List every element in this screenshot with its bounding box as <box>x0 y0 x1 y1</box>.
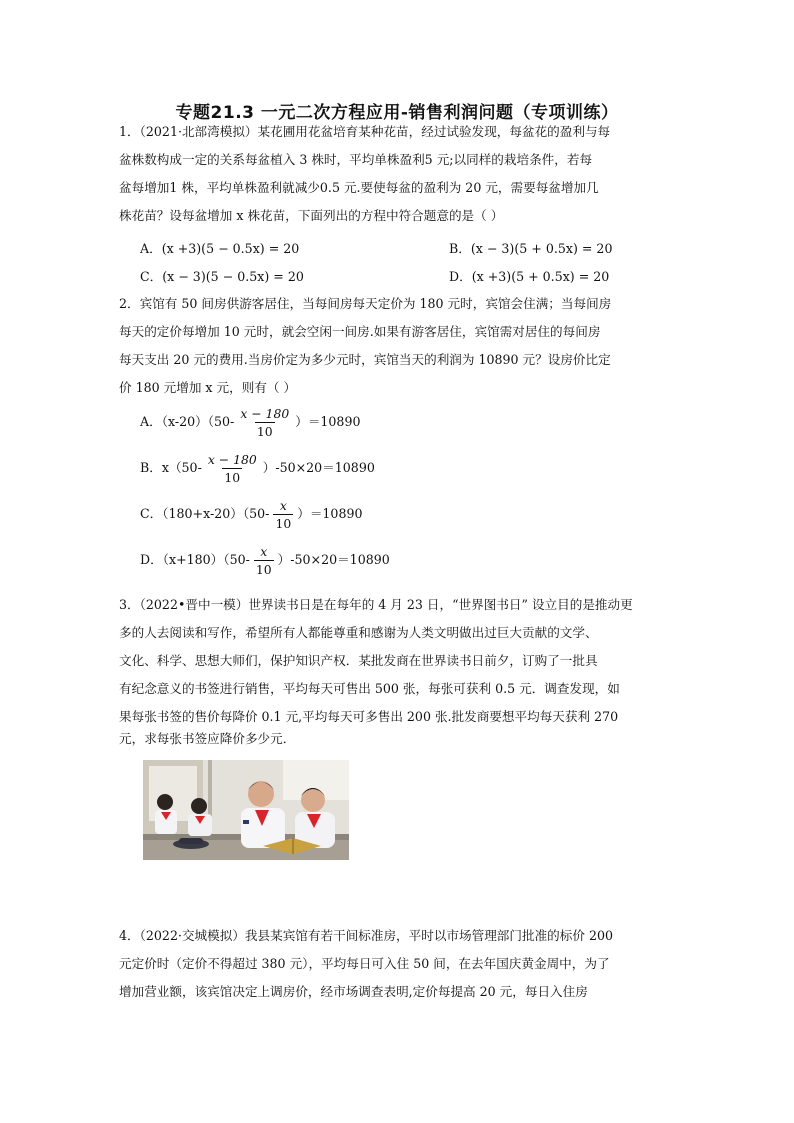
q2-line-3: 每天支出 20 元的费用.当房价定为多少元时，宾馆当天的利润为 10890 元？设房价比定 <box>119 352 611 367</box>
fraction: $\frac{x - 180}{10}$ <box>207 452 257 485</box>
q1-option-c: C．(x − 3)(5 − 0.5x) = 20 <box>140 269 304 284</box>
q3-line-5: 果每张书签的售价每降价 0.1 元,平均每天可多售出 200 张.批发商要想平均每天获利 270 <box>119 709 619 724</box>
q3-line-1: 3．（2022•晋中一模）世界读书日是在每年的 4 月 23 日，“世界图书日” 设立目的是推动更 <box>119 597 633 612</box>
q3-line-2: 多的人去阅读和写作，希望所有人都能尊重和感谢为人类文明做出过巨大贡献的文学、 <box>119 625 598 640</box>
q3-line-6: 元，求每张书签应降价多少元． <box>119 731 296 746</box>
q4-line-3: 增加营业额，该宾馆决定上调房价，经市场调查表明,定价每提高 20 元，每日入住房 <box>119 984 588 999</box>
page-title: 专题21.3 一元二次方程应用-销售利润问题（专项训练） <box>175 103 619 123</box>
q1-line-1: 1．（2021·北部湾模拟）某花圃用花盆培育某种花苗，经过试验发现，每盆花的盈利与每 <box>119 124 611 139</box>
q2-line-1: 2．宾馆有 50 间房供游客居住，当每间房每天定价为 180 元时，宾馆会住满；当每间房 <box>119 296 612 311</box>
q1-option-d: D．(x +3)(5 + 0.5x) = 20 <box>449 269 610 284</box>
q3-line-3: 文化、科学、思想大师们，保护知识产权．某批发商在世界读书日前夕，订购了一批具 <box>119 653 598 668</box>
q2-line-2: 每天的定价每增加 10 元时，就会空闲一间房.如果有游客居住，宾馆需对居住的每间房 <box>119 324 601 339</box>
q2-line-4: 价 180 元增加 x 元，则有（ ） <box>119 380 297 395</box>
q1-line-2: 盆株数构成一定的关系每盆植入 3 株时，平均单株盈利5 元;以同样的栽培条件，若每 <box>119 152 593 167</box>
q2-option-b: B．x（50- $\frac{x - 180}{10}$ ）-50×20＝10890 <box>140 452 375 485</box>
q2-option-a: A．（x-20）（50- $\frac{x - 180}{10}$ ）＝10890 <box>140 406 361 439</box>
q2-option-c: C．（180+x-20）（50- $\frac{x}{10}$ ）＝10890 <box>140 498 363 531</box>
fraction: $\frac{x}{10}$ <box>275 498 292 531</box>
reading-photo-illustration <box>143 760 349 860</box>
fraction: $\frac{x}{10}$ <box>255 544 272 577</box>
q1-line-4: 株花苗？设每盆增加 x 株花苗，下面列出的方程中符合题意的是（ ） <box>119 208 504 223</box>
reading-photo <box>143 760 349 860</box>
q1-line-3: 盆每增加1 株，平均单株盈利就减少0.5 元.要使每盆的盈利为 20 元，需要每盆增加几 <box>119 180 599 195</box>
q4-line-1: 4．（2022·交城模拟）我县某宾馆有若干间标准房，平时以市场管理部门批准的标价 200 <box>119 928 613 943</box>
q4-line-2: 元定价时（定价不得超过 380 元），平均每日可入住 50 间，在去年国庆黄金周中，为了 <box>119 956 610 971</box>
q2-option-d: D．（x+180）（50- $\frac{x}{10}$ ）-50×20＝10890 <box>140 544 390 577</box>
q1-option-b: B．(x − 3)(5 + 0.5x) = 20 <box>449 241 613 256</box>
q3-line-4: 有纪念意义的书签进行销售，平均每天可售出 500 张，每张可获利 0.5 元．调查发现，如 <box>119 681 620 696</box>
q1-option-a: A．(x +3)(5 − 0.5x) = 20 <box>140 241 300 256</box>
fraction: $\frac{x - 180}{10}$ <box>240 406 290 439</box>
